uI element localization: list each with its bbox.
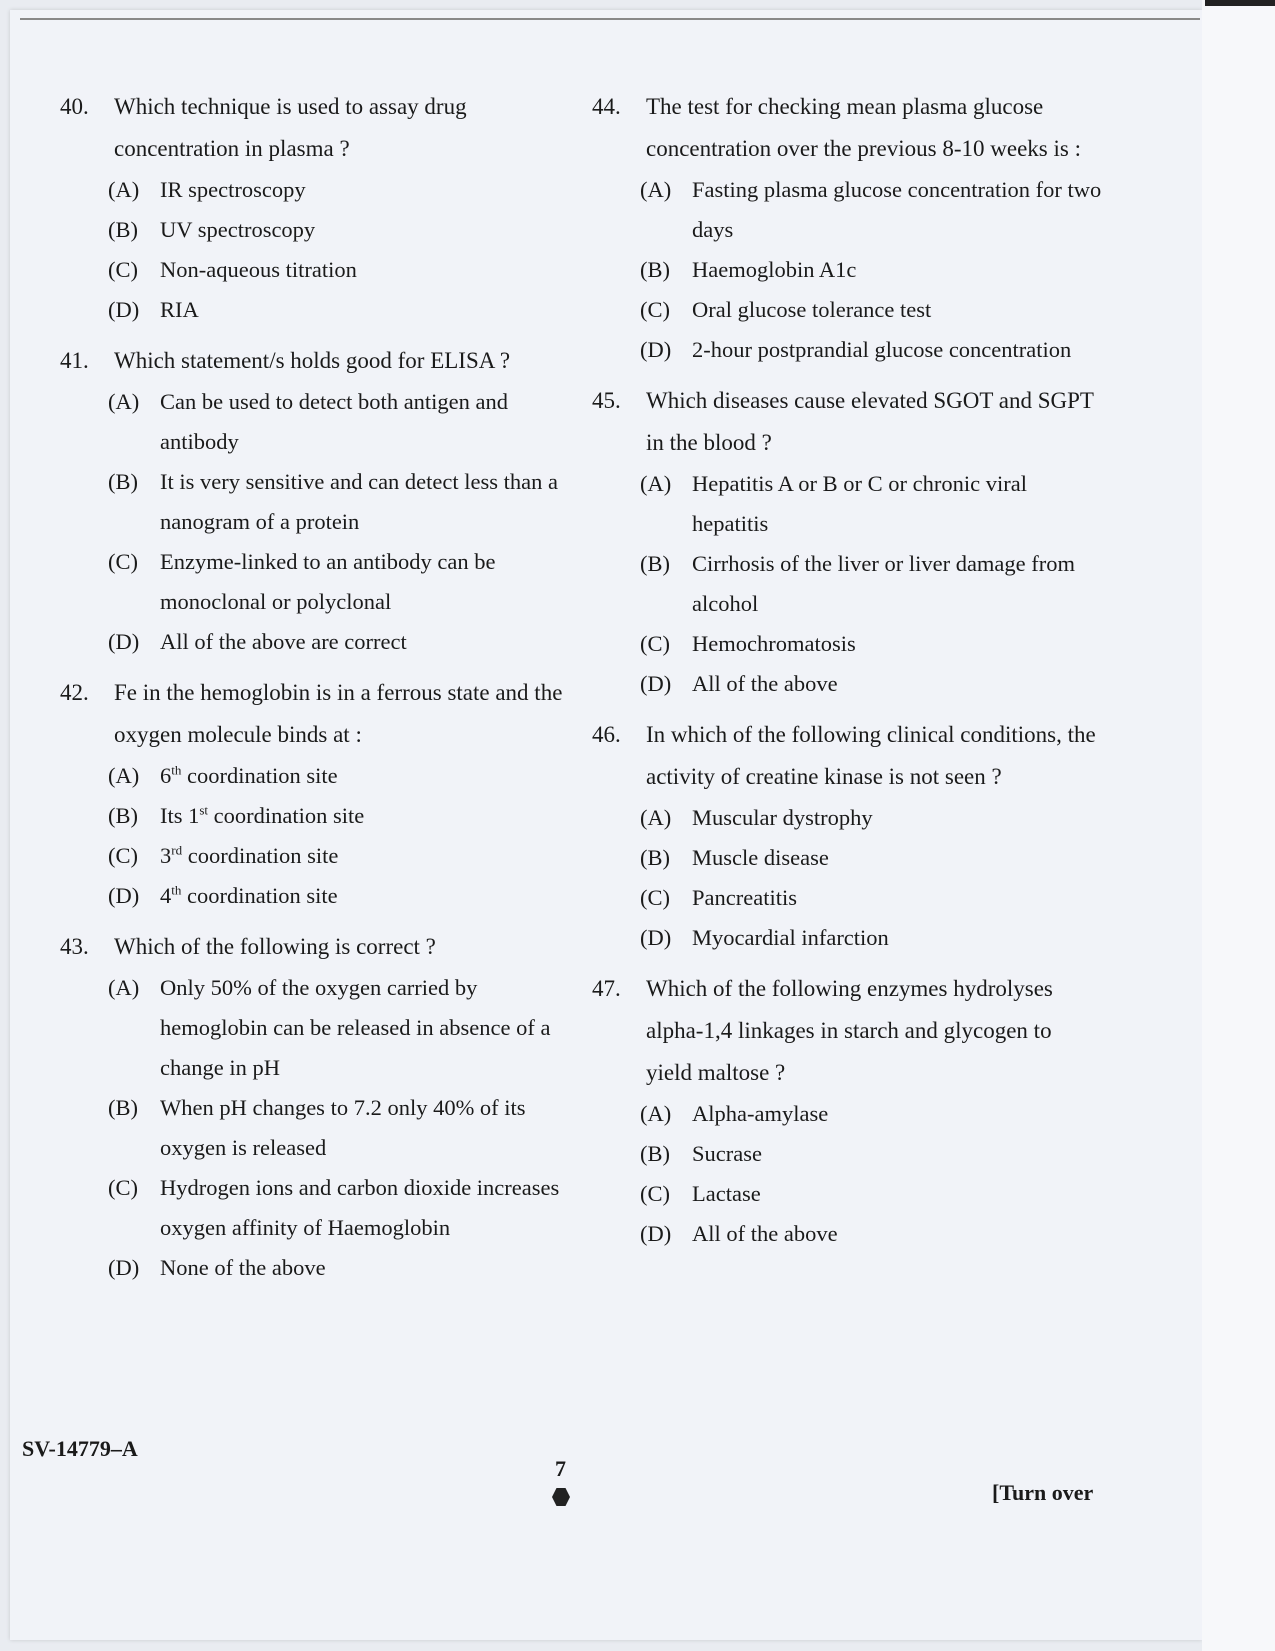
page-edge [1202,0,1275,1651]
question-header [60,926,570,968]
option-body: coordination site [181,763,338,788]
question-header [592,714,1102,798]
option-label: (C) [108,843,138,868]
question-text: Which technique is used to assay drug concentration in plasma ? [114,94,467,161]
option-body: Muscular dystrophy [692,805,873,830]
option-body: UV spectroscopy [160,217,316,242]
option-label: (A) [108,389,140,414]
right-column [592,86,1102,1264]
answer-option [60,968,570,1088]
question-number: 47. [592,976,621,1001]
option-text [692,878,1102,918]
option-body: IR spectroscopy [160,177,306,202]
option-text [160,462,570,542]
turn-over-label: [Turn over [992,1480,1094,1505]
option-text [692,290,1102,330]
option-label: (A) [108,763,140,788]
answer-option [592,1214,1102,1254]
answer-option [60,462,570,542]
option-body: Hydrogen ions and carbon dioxide increases oxygen affinity of Haemoglobin [160,1175,560,1240]
question-header [592,86,1102,170]
option-label: (B) [640,1141,670,1166]
answer-option [592,798,1102,838]
left-column [60,86,570,1298]
option-text [160,290,570,330]
option-text [692,1214,1102,1254]
option-body: Lactase [692,1181,761,1206]
option-text [692,1094,1102,1134]
option-label: (C) [108,549,138,574]
option-text [692,544,1102,624]
question [592,380,1102,704]
question-header [60,672,570,756]
question-number: 45. [592,388,621,413]
question-header [60,340,570,382]
option-body: coordination site [181,883,338,908]
option-label: (B) [108,803,138,828]
option-label: (D) [640,1221,672,1246]
option-label: (C) [640,631,670,656]
answer-option [592,544,1102,624]
option-label: (D) [640,337,672,362]
question [592,714,1102,958]
option-body: Hemochromatosis [692,631,856,656]
option-label: (C) [108,257,138,282]
answer-option [60,622,570,662]
option-text [160,170,570,210]
question-number: 40. [60,94,89,119]
option-label: (B) [108,217,138,242]
answer-option [60,1248,570,1288]
answer-option [592,918,1102,958]
option-label: (A) [640,471,672,496]
answer-option [60,836,570,876]
option-text [160,876,570,916]
option-body: Can be used to detect both antigen and antibody [160,389,509,454]
option-body: Sucrase [692,1141,762,1166]
question-text: Which of the following is correct ? [114,934,436,959]
option-body: Oral glucose tolerance test [692,297,932,322]
option-ordinal-suffix: th [171,882,182,898]
option-label: (C) [640,885,670,910]
answer-option [60,382,570,462]
answer-option [60,796,570,836]
option-ordinal-suffix: st [199,802,209,818]
answer-option [60,876,570,916]
top-rule [20,18,1200,20]
option-body: Haemoglobin A1c [692,257,857,282]
option-body: coordination site [208,803,365,828]
option-text [160,210,570,250]
option-text [692,624,1102,664]
question-text: Which of the following enzymes hydrolyses alpha-1,4 linkages in starch and glycogen to yield maltose ? [646,976,1053,1085]
option-label: (D) [640,925,672,950]
question [60,340,570,662]
question [60,672,570,916]
option-text [160,796,570,836]
option-body: Hepatitis A or B or C or chronic viral hepatitis [692,471,1027,536]
answer-option [60,250,570,290]
option-body: All of the above are correct [160,629,407,654]
option-ordinal: 6 [160,763,172,788]
option-label: (D) [108,297,140,322]
option-label: (D) [640,671,672,696]
option-text [160,1248,570,1288]
option-ordinal-suffix: rd [171,842,183,858]
answer-option [592,330,1102,370]
option-text [692,838,1102,878]
option-text [160,250,570,290]
answer-option [60,1168,570,1248]
question [60,926,570,1288]
option-label: (D) [108,883,140,908]
answer-option [592,290,1102,330]
option-body: Fasting plasma glucose concentration for two days [692,177,1102,242]
answer-option [592,1094,1102,1134]
question [592,86,1102,370]
answer-option [60,1088,570,1168]
answer-option [592,170,1102,250]
question-number: 46. [592,722,621,747]
option-body: Cirrhosis of the liver or liver damage from alcohol [692,551,1076,616]
question-number: 42. [60,680,89,705]
answer-option [60,290,570,330]
option-label: (C) [640,1181,670,1206]
option-label: (D) [108,629,140,654]
option-body: Pancreatitis [692,885,797,910]
option-body: All of the above [692,1221,838,1246]
option-label: (A) [108,177,140,202]
option-text [160,968,570,1088]
option-ordinal: 4 [160,883,172,908]
option-ordinal-suffix: th [171,762,182,778]
option-text [160,622,570,662]
option-body: 2-hour postprandial glucose concentration [692,337,1072,362]
option-text [692,250,1102,290]
option-label: (B) [640,845,670,870]
option-text [692,330,1102,370]
scan-edge-mark [1205,0,1275,6]
question-text: The test for checking mean plasma glucose concentration over the previous 8-10 weeks is : [646,94,1081,161]
option-text [160,756,570,796]
question-header [592,380,1102,464]
option-body: Muscle disease [692,845,829,870]
option-text [160,1168,570,1248]
question-text: Which statement/s holds good for ELISA ? [114,348,511,373]
option-label: (A) [640,177,672,202]
answer-option [592,1134,1102,1174]
answer-option [60,756,570,796]
option-label: (A) [108,975,140,1000]
option-body: It is very sensitive and can detect less than a nanogram of a protein [160,469,558,534]
option-body: Non-aqueous titration [160,257,357,282]
option-body: Myocardial infarction [692,925,889,950]
option-body: RIA [160,297,199,322]
option-body: When pH changes to 7.2 only 40% of its oxygen is released [160,1095,526,1160]
option-body: Only 50% of the oxygen carried by hemoglobin can be released in absence of a change in pH [160,975,551,1080]
question-number: 41. [60,348,89,373]
question-header [60,86,570,170]
question [592,968,1102,1254]
option-label: (A) [640,805,672,830]
answer-option [60,210,570,250]
answer-option [592,664,1102,704]
option-body: Enzyme-linked to an antibody can be monoclonal or polyclonal [160,549,496,614]
question-number: 43. [60,934,89,959]
option-label: (B) [640,257,670,282]
option-text [160,382,570,462]
option-ordinal: 3 [160,843,172,868]
question-number: 44. [592,94,621,119]
question-header [592,968,1102,1094]
answer-option [592,878,1102,918]
option-label: (B) [640,551,670,576]
option-label: (C) [640,297,670,322]
paper-code: SV-14779–A [22,1436,138,1461]
question-text: In which of the following clinical conditions, the activity of creatine kinase is not seen ? [646,722,1096,789]
option-label: (C) [108,1175,138,1200]
option-text [692,464,1102,544]
option-label: (B) [108,1095,138,1120]
option-label: (A) [640,1101,672,1126]
answer-option [592,464,1102,544]
option-body: None of the above [160,1255,326,1280]
option-body: Alpha-amylase [692,1101,829,1126]
option-ordinal: Its 1 [160,803,200,828]
answer-option [592,1174,1102,1214]
option-text [160,836,570,876]
option-text [692,1134,1102,1174]
answer-option [592,250,1102,290]
option-text [692,170,1102,250]
option-text [160,542,570,622]
page-number: 7 [555,1456,566,1481]
option-body: coordination site [182,843,339,868]
question-text: Which diseases cause elevated SGOT and SGPT in the blood ? [646,388,1094,455]
answer-option [60,170,570,210]
option-text [692,918,1102,958]
question-text: Fe in the hemoglobin is in a ferrous state and the oxygen molecule binds at : [114,680,563,747]
option-text [692,798,1102,838]
option-body: All of the above [692,671,838,696]
option-label: (D) [108,1255,140,1280]
option-text [692,664,1102,704]
question [60,86,570,330]
option-text [692,1174,1102,1214]
option-label: (B) [108,469,138,494]
answer-option [592,624,1102,664]
answer-option [592,838,1102,878]
answer-option [60,542,570,622]
option-text [160,1088,570,1168]
